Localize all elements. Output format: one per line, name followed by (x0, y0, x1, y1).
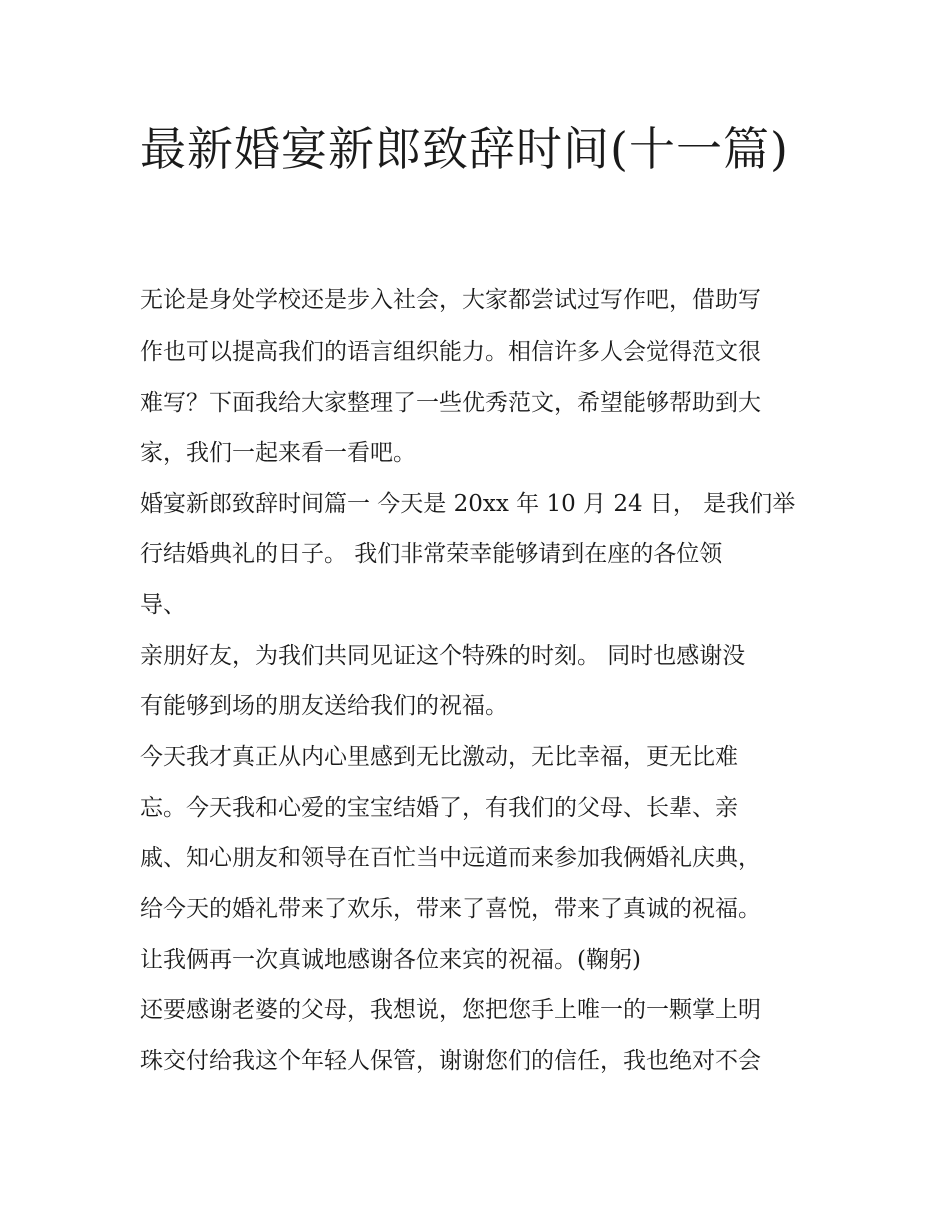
body-line: 家，我们一起来看一看吧。 (140, 440, 416, 466)
body-line: 作也可以提高我们的语言组织能力。相信许多人会觉得范文很 (140, 339, 761, 365)
page-title: 最新婚宴新郎致辞时间(十一篇) (140, 122, 789, 176)
body-line: 戚、知心朋友和领导在百忙当中远道而来参加我俩婚礼庆典， (140, 845, 761, 871)
body-line: 给今天的婚礼带来了欢乐，带来了喜悦，带来了真诚的祝福。 (140, 896, 761, 922)
body-line: 让我俩再一次真诚地感谢各位来宾的祝福。(鞠躬) (140, 947, 641, 973)
body-line: 有能够到场的朋友送给我们的祝福。 (140, 693, 508, 719)
body-line: 无论是身处学校还是步入社会，大家都尝试过写作吧，借助写 (140, 287, 761, 313)
body-line: 还要感谢老婆的父母，我想说，您把您手上唯一的一颗掌上明 (140, 997, 761, 1023)
body-line: 亲朋好友，为我们共同见证这个特殊的时刻。 同时也感谢没 (140, 643, 746, 669)
body-line: 导、 (140, 592, 186, 618)
body-line: 婚宴新郎致辞时间篇一 今天是 20xx 年 10 月 24 日， 是我们举 (140, 491, 796, 517)
body-line: 忘。今天我和心爱的宝宝结婚了，有我们的父母、长辈、亲 (140, 795, 738, 821)
body-line: 难写？下面我给大家整理了一些优秀范文，希望能够帮助到大 (140, 390, 761, 416)
body-line: 珠交付给我这个年轻人保管，谢谢您们的信任，我也绝对不会 (140, 1048, 761, 1074)
body-line: 今天我才真正从内心里感到无比激动，无比幸福，更无比难 (140, 744, 738, 770)
body-line: 行结婚典礼的日子。 我们非常荣幸能够请到在座的各位领 (140, 541, 723, 567)
